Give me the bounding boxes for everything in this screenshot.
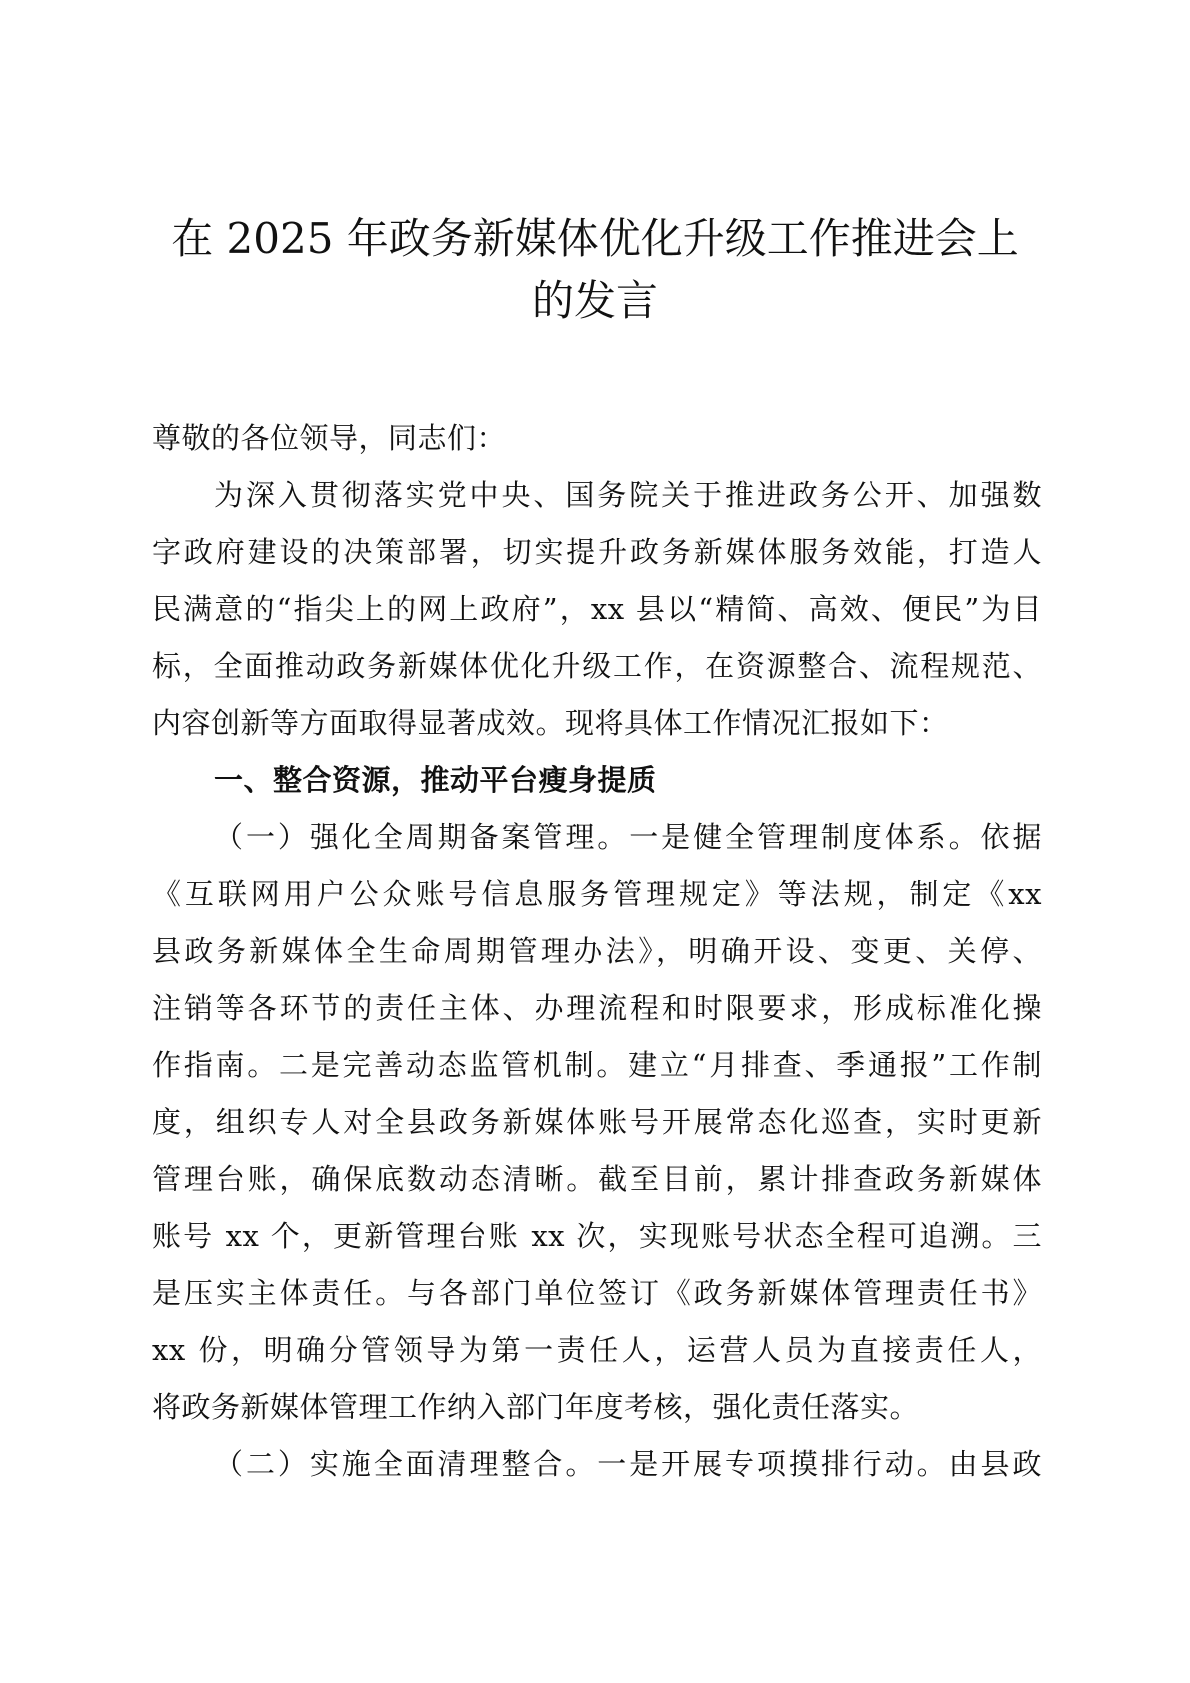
- sub1-line-4: 注销等各环节的责任主体、办理流程和时限要求，形成标准化操: [152, 991, 1042, 1025]
- sub2-line-1: （二）实施全面清理整合。一是开展专项摸排行动。由县政: [214, 1447, 1042, 1481]
- sub1-line-11: 将政务新媒体管理工作纳入部门年度考核，强化责任落实。: [152, 1390, 920, 1424]
- sub1-line-2: 《互联网用户公众账号信息服务管理规定》等法规，制定《xx: [152, 877, 1042, 911]
- document-title: [120, 208, 1070, 332]
- sub1-line-6: 度，组织专人对全县政务新媒体账号开展常态化巡查，实时更新: [152, 1105, 1042, 1139]
- intro-line-1: 为深入贯彻落实党中央、国务院关于推进政务公开、加强数: [214, 478, 1042, 512]
- title-line-1: 在 2025 年政务新媒体优化升级工作推进会上: [171, 214, 1019, 263]
- document-body: [152, 410, 1042, 1493]
- intro-line-4: 标，全面推动政务新媒体优化升级工作，在资源整合、流程规范、: [152, 649, 1042, 683]
- sub1-line-1: （一）强化全周期备案管理。一是健全管理制度体系。依据: [214, 820, 1042, 854]
- section-1-heading: 一、整合资源，推动平台瘦身提质: [214, 763, 657, 797]
- sub1-line-3: 县政务新媒体全生命周期管理办法》，明确开设、变更、关停、: [152, 934, 1042, 968]
- sub1-line-5: 作指南。二是完善动态监管机制。建立“月排查、季通报”工作制: [152, 1048, 1042, 1082]
- sub1-line-7: 管理台账，确保底数动态清晰。截至目前，累计排查政务新媒体: [152, 1162, 1042, 1196]
- sub1-line-8: 账号 xx 个，更新管理台账 xx 次，实现账号状态全程可追溯。三: [152, 1219, 1042, 1253]
- title-line-2: 的发言: [531, 276, 658, 325]
- intro-line-3: 民满意的“指尖上的网上政府”，xx 县以“精简、高效、便民”为目: [152, 592, 1042, 626]
- sub1-line-10: xx 份，明确分管领导为第一责任人，运营人员为直接责任人，: [152, 1333, 1042, 1367]
- intro-line-5: 内容创新等方面取得显著成效。现将具体工作情况汇报如下：: [152, 706, 949, 740]
- intro-line-2: 字政府建设的决策部署，切实提升政务新媒体服务效能，打造人: [152, 535, 1042, 569]
- sub1-line-9: 是压实主体责任。与各部门单位签订《政务新媒体管理责任书》: [152, 1276, 1042, 1310]
- salutation: 尊敬的各位领导，同志们：: [152, 421, 507, 455]
